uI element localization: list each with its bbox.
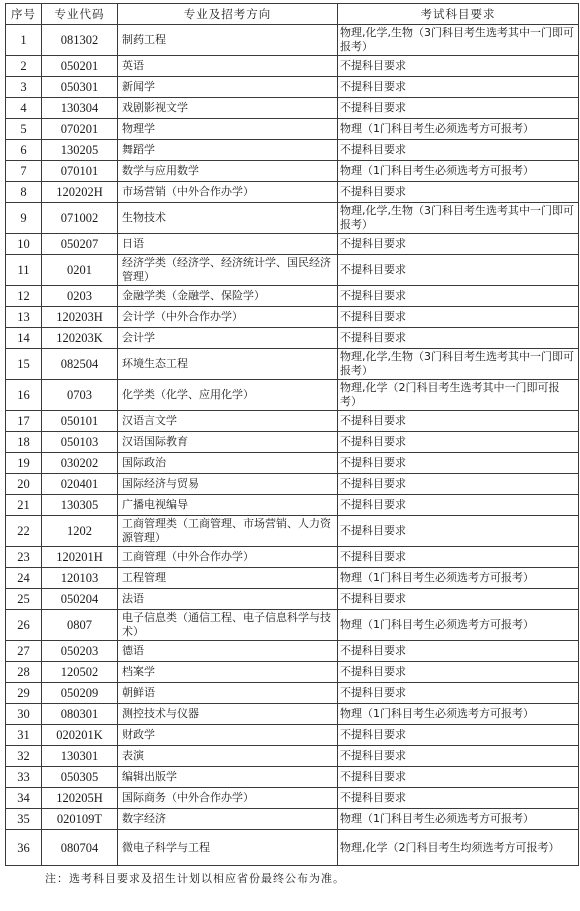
header-major: 专业及招考方向 bbox=[118, 4, 338, 25]
major-name: 档案学 bbox=[118, 662, 338, 683]
major-code: 0703 bbox=[42, 380, 118, 411]
row-index: 32 bbox=[6, 746, 42, 767]
major-code: 050207 bbox=[42, 234, 118, 255]
major-name: 财政学 bbox=[118, 725, 338, 746]
major-name: 国际经济与贸易 bbox=[118, 474, 338, 495]
major-code: 080301 bbox=[42, 704, 118, 725]
row-index: 22 bbox=[6, 516, 42, 547]
major-name: 会计学（中外合作办学） bbox=[118, 307, 338, 328]
row-index: 2 bbox=[6, 56, 42, 77]
major-name: 工程管理 bbox=[118, 568, 338, 589]
major-name: 制药工程 bbox=[118, 25, 338, 56]
major-name: 物理学 bbox=[118, 119, 338, 140]
table-row bbox=[6, 328, 579, 349]
table-row bbox=[6, 767, 579, 788]
major-name: 微电子科学与工程 bbox=[118, 830, 338, 866]
row-index: 36 bbox=[6, 830, 42, 866]
major-code: 050209 bbox=[42, 683, 118, 704]
subject-requirement: 不提科目要求 bbox=[338, 286, 579, 307]
table-row bbox=[6, 255, 579, 286]
major-name: 汉语国际教育 bbox=[118, 432, 338, 453]
subject-requirement: 物理,化学（2门科目考生选考其中一门即可报考） bbox=[338, 380, 579, 411]
major-code: 120502 bbox=[42, 662, 118, 683]
major-code: 0203 bbox=[42, 286, 118, 307]
major-code: 030202 bbox=[42, 453, 118, 474]
major-name: 舞蹈学 bbox=[118, 140, 338, 161]
row-index: 20 bbox=[6, 474, 42, 495]
row-index: 31 bbox=[6, 725, 42, 746]
subject-requirement: 物理,化学,生物（3门科目考生选考其中一门即可报考） bbox=[338, 203, 579, 234]
major-name: 数学与应用数学 bbox=[118, 161, 338, 182]
major-code: 120201H bbox=[42, 547, 118, 568]
subject-requirement: 不提科目要求 bbox=[338, 547, 579, 568]
table-body bbox=[6, 25, 579, 866]
row-index: 34 bbox=[6, 788, 42, 809]
table-row bbox=[6, 182, 579, 203]
major-code: 120205H bbox=[42, 788, 118, 809]
major-code: 020201K bbox=[42, 725, 118, 746]
row-index: 3 bbox=[6, 77, 42, 98]
row-index: 28 bbox=[6, 662, 42, 683]
table-row bbox=[6, 704, 579, 725]
row-index: 12 bbox=[6, 286, 42, 307]
document bbox=[5, 3, 578, 886]
major-name: 金融学类（金融学、保险学） bbox=[118, 286, 338, 307]
table-row bbox=[6, 474, 579, 495]
row-index: 7 bbox=[6, 161, 42, 182]
major-code: 130305 bbox=[42, 495, 118, 516]
major-name: 新闻学 bbox=[118, 77, 338, 98]
table-row bbox=[6, 568, 579, 589]
table-row bbox=[6, 161, 579, 182]
subject-requirement: 不提科目要求 bbox=[338, 98, 579, 119]
header-requirement: 考试科目要求 bbox=[338, 4, 579, 25]
major-code: 071002 bbox=[42, 203, 118, 234]
major-name: 市场营销（中外合作办学） bbox=[118, 182, 338, 203]
major-name: 德语 bbox=[118, 641, 338, 662]
row-index: 16 bbox=[6, 380, 42, 411]
row-index: 33 bbox=[6, 767, 42, 788]
table-row bbox=[6, 286, 579, 307]
table-row bbox=[6, 203, 579, 234]
major-code: 050203 bbox=[42, 641, 118, 662]
table-row bbox=[6, 610, 579, 641]
table-row bbox=[6, 56, 579, 77]
table-row bbox=[6, 809, 579, 830]
subject-requirement: 不提科目要求 bbox=[338, 746, 579, 767]
row-index: 11 bbox=[6, 255, 42, 286]
major-code: 020109T bbox=[42, 809, 118, 830]
subject-requirement: 不提科目要求 bbox=[338, 725, 579, 746]
row-index: 18 bbox=[6, 432, 42, 453]
major-code: 081302 bbox=[42, 25, 118, 56]
row-index: 10 bbox=[6, 234, 42, 255]
row-index: 1 bbox=[6, 25, 42, 56]
major-name: 国际政治 bbox=[118, 453, 338, 474]
table-row bbox=[6, 725, 579, 746]
major-name: 测控技术与仪器 bbox=[118, 704, 338, 725]
major-code: 130304 bbox=[42, 98, 118, 119]
subject-requirement: 物理（1门科目考生必须选考方可报考） bbox=[338, 568, 579, 589]
major-name: 汉语言文学 bbox=[118, 411, 338, 432]
subject-requirement: 不提科目要求 bbox=[338, 516, 579, 547]
major-name: 编辑出版学 bbox=[118, 767, 338, 788]
row-index: 15 bbox=[6, 349, 42, 380]
header-index: 序号 bbox=[6, 4, 42, 25]
subject-requirement: 不提科目要求 bbox=[338, 182, 579, 203]
subject-requirement: 不提科目要求 bbox=[338, 662, 579, 683]
table-row bbox=[6, 411, 579, 432]
subject-requirement: 不提科目要求 bbox=[338, 432, 579, 453]
row-index: 9 bbox=[6, 203, 42, 234]
table-row bbox=[6, 77, 579, 98]
table-row bbox=[6, 349, 579, 380]
row-index: 19 bbox=[6, 453, 42, 474]
table-row bbox=[6, 641, 579, 662]
row-index: 26 bbox=[6, 610, 42, 641]
subject-requirement: 不提科目要求 bbox=[338, 767, 579, 788]
major-code: 050103 bbox=[42, 432, 118, 453]
table-row bbox=[6, 589, 579, 610]
table-row bbox=[6, 25, 579, 56]
row-index: 23 bbox=[6, 547, 42, 568]
subject-requirement: 物理（1门科目考生必须选考方可报考） bbox=[338, 161, 579, 182]
major-name: 环境生态工程 bbox=[118, 349, 338, 380]
table-row bbox=[6, 683, 579, 704]
major-code: 0807 bbox=[42, 610, 118, 641]
major-code: 050101 bbox=[42, 411, 118, 432]
row-index: 17 bbox=[6, 411, 42, 432]
table-row bbox=[6, 495, 579, 516]
subject-requirement: 不提科目要求 bbox=[338, 255, 579, 286]
major-name: 朝鲜语 bbox=[118, 683, 338, 704]
major-name: 生物技术 bbox=[118, 203, 338, 234]
subject-requirement: 不提科目要求 bbox=[338, 307, 579, 328]
table-row bbox=[6, 432, 579, 453]
row-index: 24 bbox=[6, 568, 42, 589]
major-name: 工商管理类（工商管理、市场营销、人力资源管理） bbox=[118, 516, 338, 547]
major-name: 工商管理（中外合作办学） bbox=[118, 547, 338, 568]
major-code: 070101 bbox=[42, 161, 118, 182]
footnote: 注：选考科目要求及招生计划以相应省份最终公布为准。 bbox=[45, 872, 345, 885]
major-code: 080704 bbox=[42, 830, 118, 866]
major-code: 120202H bbox=[42, 182, 118, 203]
subject-requirement: 不提科目要求 bbox=[338, 77, 579, 98]
subject-requirement: 不提科目要求 bbox=[338, 589, 579, 610]
subject-requirement: 不提科目要求 bbox=[338, 328, 579, 349]
major-name: 英语 bbox=[118, 56, 338, 77]
subject-requirement: 不提科目要求 bbox=[338, 140, 579, 161]
major-name: 经济学类（经济学、经济统计学、国民经济管理） bbox=[118, 255, 338, 286]
major-name: 数字经济 bbox=[118, 809, 338, 830]
major-code: 1202 bbox=[42, 516, 118, 547]
table-row bbox=[6, 662, 579, 683]
major-code: 120203K bbox=[42, 328, 118, 349]
row-index: 13 bbox=[6, 307, 42, 328]
row-index: 30 bbox=[6, 704, 42, 725]
subject-requirement: 不提科目要求 bbox=[338, 56, 579, 77]
major-code: 050201 bbox=[42, 56, 118, 77]
major-name: 化学类（化学、应用化学） bbox=[118, 380, 338, 411]
major-code: 120103 bbox=[42, 568, 118, 589]
row-index: 8 bbox=[6, 182, 42, 203]
table-row bbox=[6, 516, 579, 547]
major-code: 050305 bbox=[42, 767, 118, 788]
subject-requirement: 物理,化学,生物（3门科目考生选考其中一门即可报考） bbox=[338, 25, 579, 56]
row-index: 4 bbox=[6, 98, 42, 119]
row-index: 6 bbox=[6, 140, 42, 161]
subject-requirement: 不提科目要求 bbox=[338, 788, 579, 809]
row-index: 25 bbox=[6, 589, 42, 610]
subject-requirement: 不提科目要求 bbox=[338, 453, 579, 474]
subject-requirement: 物理,化学,生物（3门科目考生选考其中一门即可报考） bbox=[338, 349, 579, 380]
table-row bbox=[6, 234, 579, 255]
major-name: 会计学 bbox=[118, 328, 338, 349]
major-code: 050301 bbox=[42, 77, 118, 98]
table-row bbox=[6, 746, 579, 767]
table-row bbox=[6, 140, 579, 161]
subject-requirement: 不提科目要求 bbox=[338, 683, 579, 704]
major-name: 日语 bbox=[118, 234, 338, 255]
row-index: 29 bbox=[6, 683, 42, 704]
table-row bbox=[6, 119, 579, 140]
subject-requirement: 物理（1门科目考生必须选考方可报考） bbox=[338, 704, 579, 725]
row-index: 21 bbox=[6, 495, 42, 516]
row-index: 5 bbox=[6, 119, 42, 140]
subject-requirement: 不提科目要求 bbox=[338, 641, 579, 662]
major-code: 130301 bbox=[42, 746, 118, 767]
subject-requirement: 物理,化学（2门科目考生均须选考方可报考） bbox=[338, 830, 579, 866]
row-index: 14 bbox=[6, 328, 42, 349]
table-row bbox=[6, 307, 579, 328]
subject-requirement: 不提科目要求 bbox=[338, 234, 579, 255]
row-index: 35 bbox=[6, 809, 42, 830]
major-name: 国际商务（中外合作办学） bbox=[118, 788, 338, 809]
major-name: 表演 bbox=[118, 746, 338, 767]
table-row bbox=[6, 380, 579, 411]
table-row bbox=[6, 453, 579, 474]
subject-requirement: 物理（1门科目考生必须选考方可报考） bbox=[338, 610, 579, 641]
subject-requirement: 不提科目要求 bbox=[338, 411, 579, 432]
subject-requirement: 物理（1门科目考生必须选考方可报考） bbox=[338, 119, 579, 140]
major-name: 广播电视编导 bbox=[118, 495, 338, 516]
subject-requirement: 不提科目要求 bbox=[338, 474, 579, 495]
header-row bbox=[6, 4, 579, 25]
major-code: 0201 bbox=[42, 255, 118, 286]
major-code: 082504 bbox=[42, 349, 118, 380]
admission-table bbox=[5, 3, 579, 866]
table-row bbox=[6, 788, 579, 809]
major-code: 050204 bbox=[42, 589, 118, 610]
major-code: 130205 bbox=[42, 140, 118, 161]
major-code: 020401 bbox=[42, 474, 118, 495]
table-row bbox=[6, 830, 579, 866]
header-code: 专业代码 bbox=[42, 4, 118, 25]
subject-requirement: 物理（1门科目考生必须选考方可报考） bbox=[338, 809, 579, 830]
table-row bbox=[6, 547, 579, 568]
major-code: 070201 bbox=[42, 119, 118, 140]
subject-requirement: 不提科目要求 bbox=[338, 495, 579, 516]
major-name: 电子信息类（通信工程、电子信息科学与技术） bbox=[118, 610, 338, 641]
major-name: 戏剧影视文学 bbox=[118, 98, 338, 119]
major-name: 法语 bbox=[118, 589, 338, 610]
row-index: 27 bbox=[6, 641, 42, 662]
table-row bbox=[6, 98, 579, 119]
major-code: 120203H bbox=[42, 307, 118, 328]
